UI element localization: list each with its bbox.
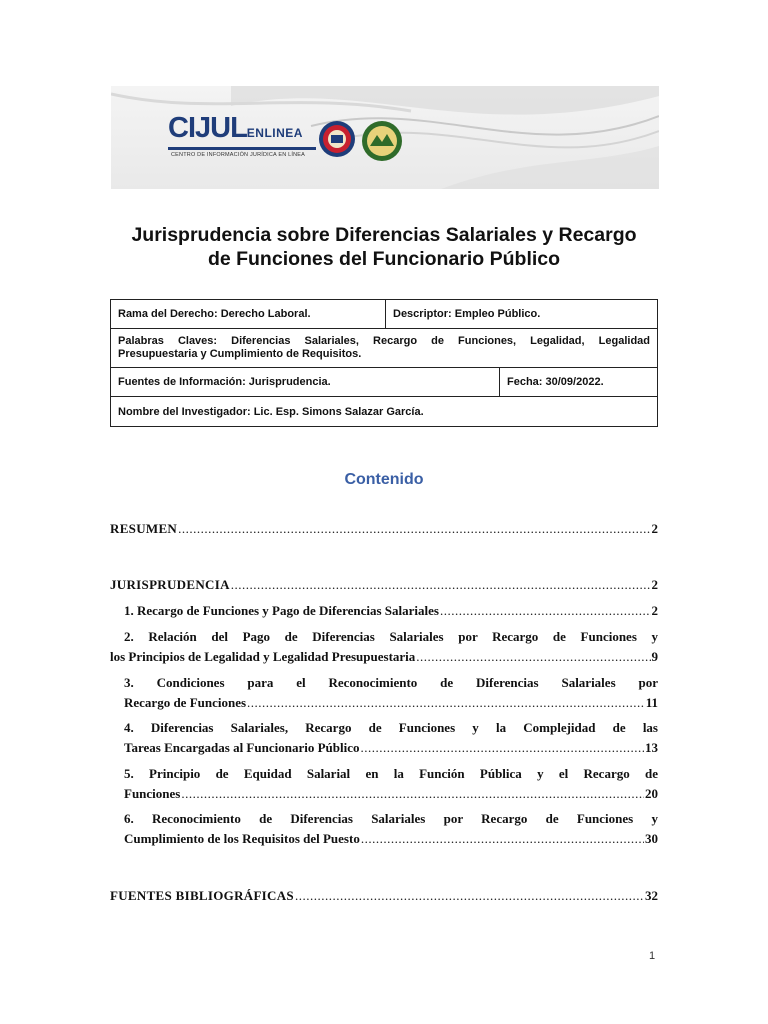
toc-item-line-1[interactable]: 5. Principio de Equidad Salarial en la Función Pública y el Recargo de	[124, 766, 658, 781]
toc-leader	[416, 647, 650, 667]
toc-item-4[interactable]	[124, 718, 658, 758]
toc-item-line-2[interactable]: Cumplimiento de los Requisitos del Puesto	[124, 831, 360, 846]
cijul-logo	[168, 114, 303, 143]
toc-item-1[interactable]	[124, 601, 658, 621]
logo-tagline: CENTRO DE INFORMACIÓN JURÍDICA EN LÍNEA	[171, 152, 306, 158]
toc-page-number: 11	[645, 695, 658, 710]
palabras-line-1: Palabras Claves: Diferencias Salariales, Recargo de Funciones, Legalidad, Legalidad	[118, 335, 650, 347]
palabras-claves-cell	[111, 329, 658, 368]
toc-item-line-1[interactable]: 2. Relación del Pago de Diferencias Salariales por Recargo de Funciones y	[124, 629, 658, 644]
toc-page-number: 2	[651, 521, 658, 536]
descriptor-cell: Descriptor: Empleo Público.	[386, 300, 658, 329]
toc-leader	[360, 738, 644, 758]
toc-leader	[178, 519, 650, 539]
toc-entry-fuentes[interactable]	[110, 886, 658, 906]
toc-item-title[interactable]: 1. Recargo de Funciones y Pago de Diferencias Salariales	[124, 603, 439, 618]
title-line-2: de Funciones del Funcionario Público	[207, 248, 561, 270]
toc-page-number: 32	[645, 888, 658, 903]
toc-entry-label[interactable]: JURISPRUDENCIA	[110, 577, 230, 592]
toc-leader	[247, 693, 645, 713]
toc-page-number: 2	[651, 577, 658, 592]
toc-item-line-1[interactable]: 3. Condiciones para el Reconocimiento de Diferencias Salariales por	[124, 675, 658, 690]
toc-item-3[interactable]	[124, 673, 658, 713]
toc-entry-label[interactable]: FUENTES BIBLIOGRÁFICAS	[110, 888, 294, 903]
logo-sub-text: ENLINEA	[246, 126, 303, 140]
toc-leader	[440, 601, 651, 621]
page-number: 1	[649, 950, 656, 962]
toc-leader	[361, 829, 644, 849]
fecha-cell: Fecha: 30/09/2022.	[500, 368, 658, 397]
faculty-seal-icon	[361, 120, 403, 162]
university-seal-icon	[318, 120, 356, 158]
toc-page-number: 20	[645, 786, 658, 801]
toc-page-number: 9	[651, 649, 658, 664]
toc-item-line-1[interactable]: 6. Reconocimiento de Diferencias Salariales por Recargo de Funciones y	[124, 811, 658, 826]
toc-page-number: 30	[645, 831, 658, 846]
toc-page-number: 13	[645, 740, 658, 755]
title-line-1: Jurisprudencia sobre Diferencias Salariales y Recargo	[131, 224, 637, 246]
toc-item-5[interactable]	[124, 764, 658, 804]
rama-cell: Rama del Derecho: Derecho Laboral.	[111, 300, 386, 329]
toc-item-line-2[interactable]: Recargo de Funciones	[124, 695, 247, 710]
investigador-cell: Nombre del Investigador: Lic. Esp. Simons Salazar García.	[111, 397, 658, 427]
toc-entry-label[interactable]: RESUMEN	[110, 521, 178, 536]
toc-entry-jurisprudencia[interactable]	[110, 575, 658, 595]
logo-main-text: CIJUL	[168, 112, 247, 144]
header-banner	[111, 86, 659, 189]
toc-item-line-2[interactable]: los Principios de Legalidad y Legalidad Presupuestaria	[110, 649, 416, 664]
toc-item-line-2[interactable]: Funciones	[124, 786, 181, 801]
toc-item-2[interactable]	[110, 627, 658, 667]
toc-leader	[295, 886, 644, 906]
fuentes-cell: Fuentes de Información: Jurisprudencia.	[111, 368, 500, 397]
document-title	[100, 223, 668, 271]
metadata-table	[110, 299, 658, 427]
toc-leader	[181, 784, 644, 804]
palabras-line-2: Presupuestaria y Cumplimiento de Requisitos.	[118, 348, 362, 360]
toc-entry-resumen[interactable]	[110, 519, 658, 539]
toc-leader	[231, 575, 651, 595]
logo-underline	[168, 147, 316, 150]
toc-item-line-2[interactable]: Tareas Encargadas al Funcionario Público	[124, 740, 360, 755]
toc-item-6[interactable]	[124, 809, 658, 849]
toc-page-number: 2	[651, 603, 658, 618]
toc-item-line-1[interactable]: 4. Diferencias Salariales, Recargo de Funciones y la Complejidad de las	[124, 720, 658, 735]
toc-heading: Contenido	[344, 471, 424, 488]
